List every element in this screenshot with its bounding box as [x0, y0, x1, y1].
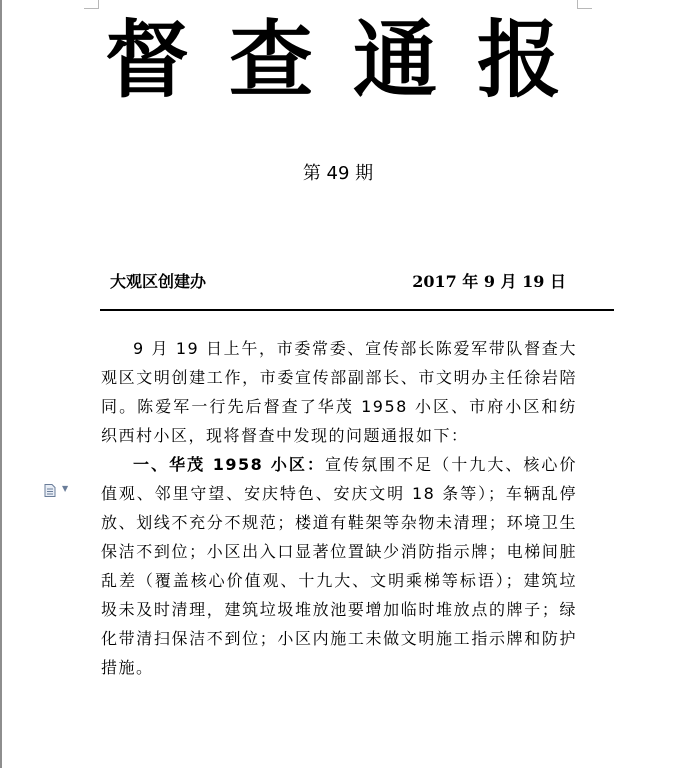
item-text: 宣传氛围不足（十九大、核心价值观、邻里守望、安庆特色、安庆文明 18 条等）；车辆乱停放、划线不充分不规范；楼道有鞋架等杂物未清理；环境卫生保洁不到位；小区出入口显著位置缺少消防指示牌；电梯间脏乱差（覆盖核心价值观、十九大、文明乘梯等标语）；建筑垃圾未及时清理，建筑垃圾堆放池要增加临时堆放点的牌子；绿化带清扫保洁不到位；小区内施工未做文明施工指示牌和防护措施。 [101, 455, 577, 677]
issue-number: 第 49 期 [302, 163, 374, 184]
document-options-icon[interactable] [44, 482, 56, 495]
document-title: 督查通报 [104, 11, 601, 109]
chevron-down-icon[interactable]: ▼ [62, 484, 69, 493]
item-paragraph [101, 450, 577, 682]
document-body [101, 334, 577, 682]
issuing-organization: 大观区创建办 [110, 272, 207, 291]
crop-mark-top-right [577, 0, 592, 9]
intro-paragraph: 9 月 19 日上午，市委常委、宣传部长陈爱军带队督查大观区文明创建工作，市委宣传部副部长、市文明办主任徐岩陪同。陈爱军一行先后督查了华茂 1958 小区、市府小区和纺织西村小区，现将督查中发现的问题通报如下： [101, 339, 577, 445]
item-heading: 一、华茂 1958 小区： [133, 455, 325, 474]
crop-mark-top-left [84, 0, 99, 9]
page-left-edge [0, 0, 2, 768]
header-divider [100, 309, 614, 311]
issue-date: 2017 年 9 月 19 日 [412, 272, 566, 291]
document-meta [110, 270, 566, 294]
